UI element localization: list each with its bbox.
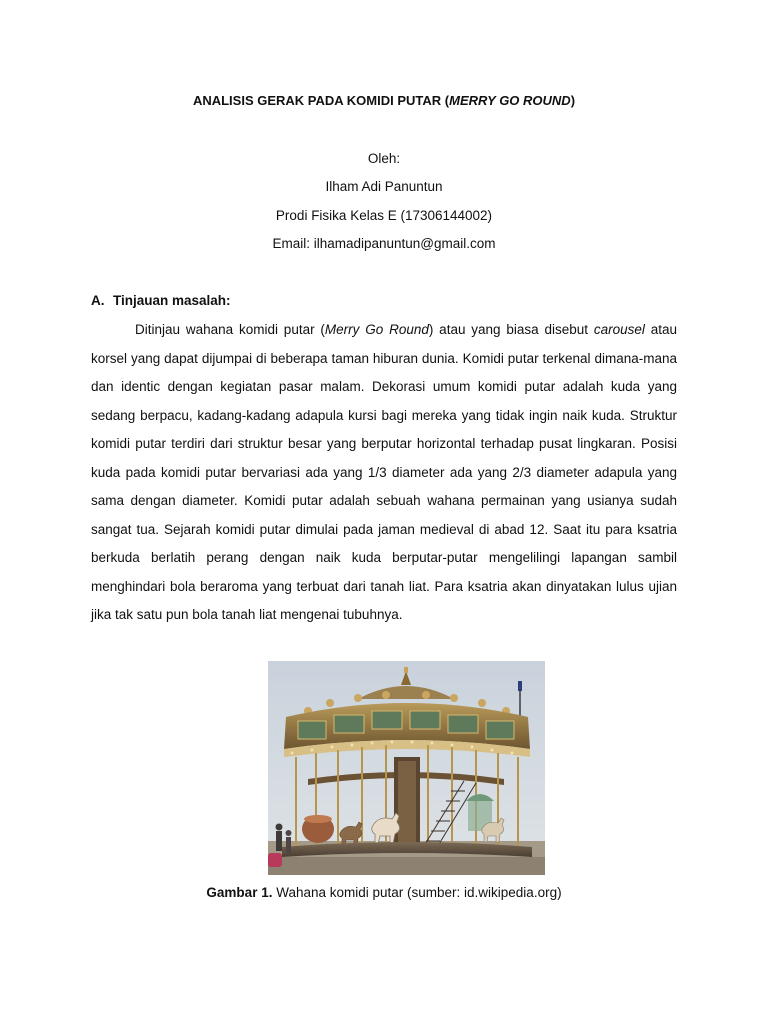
section-number: A. bbox=[91, 293, 105, 308]
carousel-illustration bbox=[268, 661, 545, 875]
paragraph-text-2: ) atau yang biasa disebut bbox=[428, 322, 594, 337]
title-italic-text: MERRY GO ROUND bbox=[449, 93, 571, 108]
by-label: Oleh: bbox=[367, 151, 401, 166]
paragraph-text-1: Ditinjau wahana komidi putar ( bbox=[135, 322, 325, 337]
caption-text: Wahana komidi putar (sumber: id.wikipedia.org) bbox=[272, 885, 562, 900]
figure-caption bbox=[0, 885, 768, 900]
document-title bbox=[0, 93, 768, 108]
paragraph-italic-1: Merry Go Round bbox=[324, 322, 429, 337]
author-program: Prodi Fisika Kelas E (17306144002) bbox=[275, 208, 493, 223]
caption-label: Gambar 1. bbox=[206, 885, 273, 900]
author-email: Email: ilhamadipanuntun@gmail.com bbox=[272, 236, 496, 251]
carousel-photo bbox=[268, 661, 545, 875]
section-paragraph bbox=[91, 316, 677, 630]
section-heading bbox=[91, 293, 231, 308]
paragraph-text-3: atau korsel yang dapat dijumpai di beberapa taman hiburan dunia. Komidi putar terkenal dimana-mana dan identic dengan kegiatan pasar malam. Dekorasi umum komidi putar adalah kuda yang sedang berpacu, kadang-kadang adapula kursi bagi mereka yang tidak ingin naik kuda. Struktur komidi putar terdiri dari struktur besar yang berputar horizontal terhadap pusat lingkaran. Posisi kuda pada komidi putar bervariasi ada yang 1/3 diameter ada yang 2/3 diameter adapula yang sama dengan diameter. Komidi putar adalah sebuah wahana permainan yang usianya sudah sangat tua. Sejarah komidi putar dimulai pada jaman medieval di abad 12. Saat itu para ksatria berkuda berlatih perang dengan naik kuda berputar-putar mengelilingi lapangan sambil menghindari bola beraroma yang terbuat dari tanah liat. Para ksatria akan dinyatakan lulus ujian jika tak satu pun bola tanah liat mengenai tubuhnya. bbox=[91, 322, 677, 622]
title-text: ANALISIS GERAK PADA KOMIDI PUTAR ( bbox=[192, 93, 450, 108]
title-end-text: ) bbox=[570, 93, 576, 108]
section-title: Tinjauan masalah: bbox=[113, 293, 231, 308]
paragraph-italic-2: carousel bbox=[593, 322, 645, 337]
author-name: Ilham Adi Panuntun bbox=[325, 179, 443, 194]
